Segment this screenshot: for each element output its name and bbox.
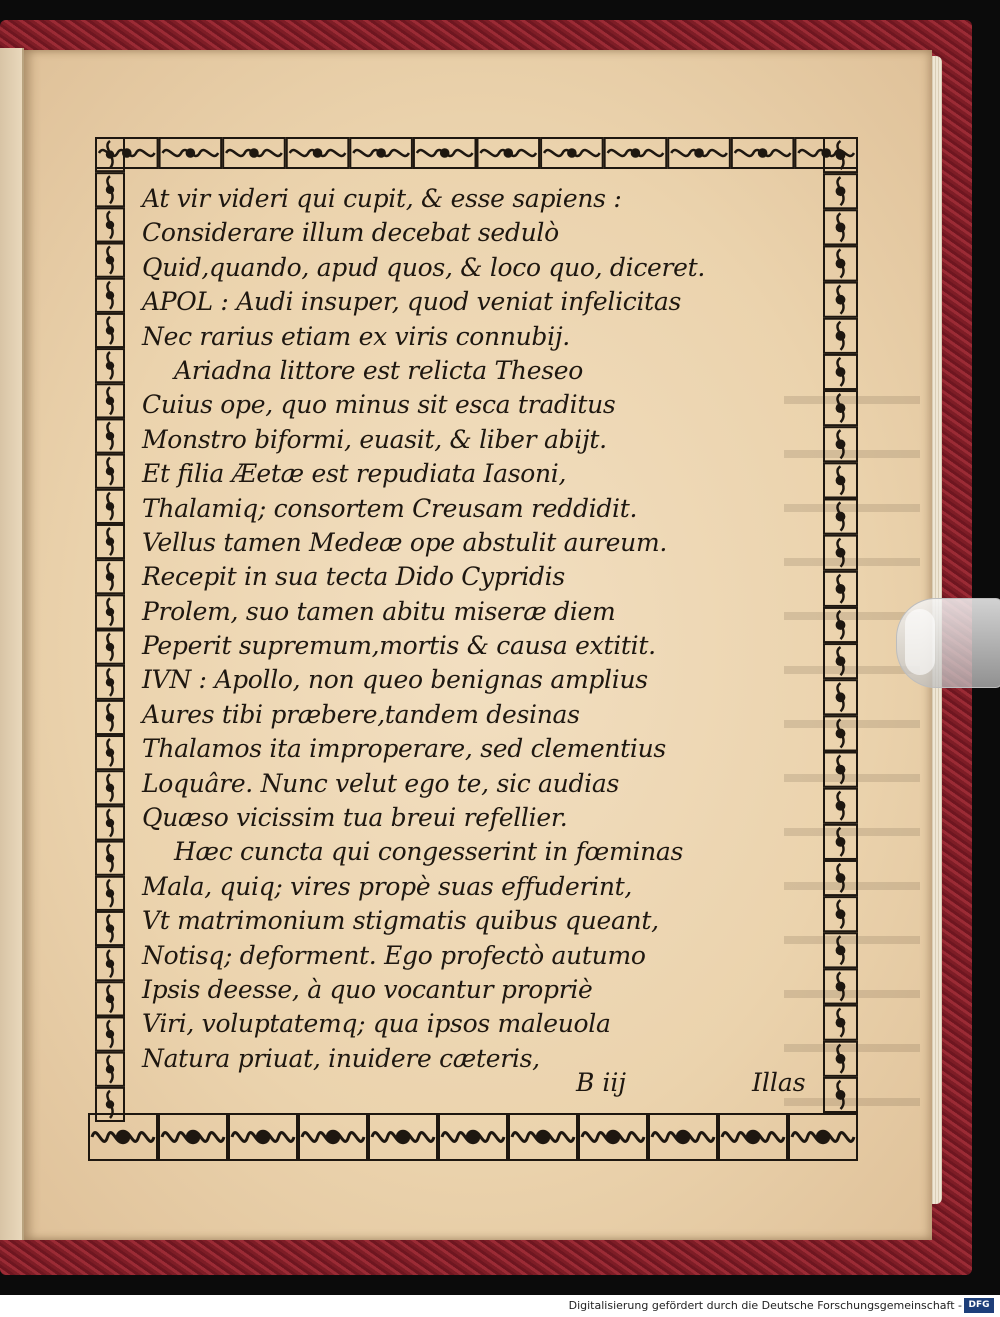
ornament-border-left	[95, 137, 125, 1122]
verse-line: Ariadna littore est relicta Theseo	[174, 355, 583, 385]
verse-line: Vellus tamen Medeæ ope abstulit aureum.	[142, 527, 668, 557]
verse-line: Prolem, suo tamen abitu miseræ diem	[142, 596, 616, 626]
verse-line: Mala, quiq; vires propè suas effuderint,	[142, 871, 633, 901]
verse-line: Thalamos ita improperare, sed clementius	[142, 734, 666, 764]
verse-line: Loquâre. Nunc velut ego te, sic audias	[142, 768, 619, 798]
verse-line: Hæc cuncta qui congesserint in fœminas	[174, 837, 683, 867]
ornament-border-bottom	[88, 1113, 858, 1161]
verse-line: IVN : Apollo, non queo benignas amplius	[142, 665, 648, 695]
dfg-logo-icon: DFG	[964, 1298, 994, 1313]
verse-line: Cuius ope, quo minus sit esca traditus	[142, 390, 616, 420]
verse-line: APOL : Audi insuper, quod veniat infelicitas	[142, 287, 682, 317]
verse-line: Thalamiq; consortem Creusam reddidit.	[142, 493, 638, 523]
verse-line: Aures tibi præbere,tandem desinas	[142, 699, 580, 729]
ornament-border-top	[95, 137, 858, 169]
verse-text-block	[142, 182, 822, 1076]
verse-line: Vt matrimonium stigmatis quibus queant,	[142, 906, 659, 936]
signature-mark: B iij	[576, 1068, 627, 1097]
verse-line: Monstro biformi, euasit, & liber abijt.	[142, 424, 607, 454]
page-clip	[896, 598, 1000, 688]
verse-line: Quid,quando, apud quos, & loco quo, diceret.	[142, 252, 706, 282]
verse-line: Et filia Æetæ est repudiata Iasoni,	[142, 459, 567, 489]
footer-bar	[0, 1295, 1000, 1317]
verse-line: Viri, voluptatemq; qua ipsos maleuola	[142, 1009, 611, 1039]
verse-line: Considerare illum decebat sedulò	[142, 218, 559, 248]
verse-line: Recepit in sua tecta Dido Cypridis	[142, 562, 565, 592]
verse-line: At vir videri qui cupit, & esse sapiens :	[142, 184, 622, 213]
verse-line: Peperit supremum,mortis & causa extitit.	[142, 631, 656, 661]
verse-line: Notisq; deforment. Ego profectò autumo	[142, 940, 646, 970]
verse-line: Ipsis deesse, à quo vocantur propriè	[142, 974, 593, 1004]
verse-line: Nec rarius etiam ex viris connubij.	[142, 321, 570, 351]
verse-line: Natura priuat, inuidere cæteris,	[142, 1043, 540, 1073]
catchword: Illas	[752, 1068, 806, 1097]
verse-line: Quæso vicissim tua breui refellier.	[142, 803, 568, 833]
facing-page-edge	[0, 48, 24, 1240]
funding-credit: Digitalisierung gefördert durch die Deutsche Forschungsgemeinschaft -	[568, 1299, 962, 1312]
ornament-border-right	[823, 137, 858, 1113]
